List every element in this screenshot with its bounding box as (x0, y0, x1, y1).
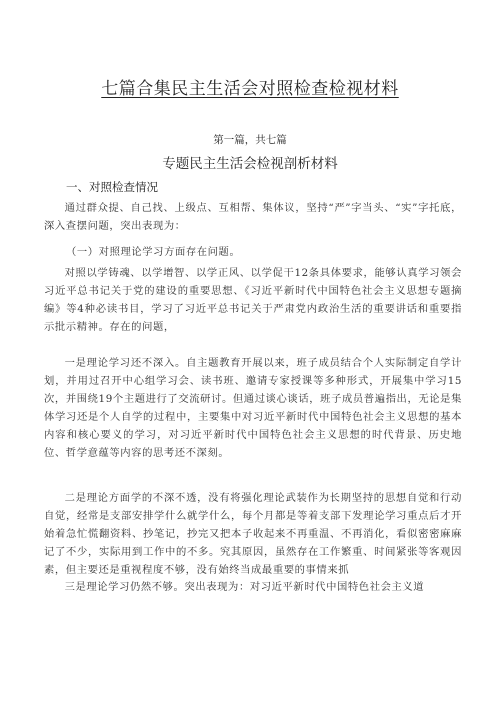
document-title: 七篇合集民主生活会对照检查检视材料 (101, 79, 399, 99)
paragraph-intro: 通过群众提、自己找、上级点、互相帮、集体议，坚持“严”字当头、“实”字托底，深入查摆问题，突出表现为： (44, 202, 462, 232)
paragraph-point-two: 二是理论方面学的不深不透，没有将强化理论武装作为长期坚持的思想自觉和行动自觉，经常是支部安排学什么就学什么，每个月都是等着支部下发理论学习重点后才开始着急忙慌翻资料、抄笔记，抄完又把本子收起来不再重温、不再消化，看似密密麻麻记了不少，实际用到工作中的不多。究其原因，虽然存在工作繁重、时间紧张等客观因素，但主要还是重视程度不够，没有始终当成最重要的事情来抓 (44, 492, 462, 576)
section-heading: 一、对照检查情况 (66, 180, 158, 194)
paragraph-subheading: （一）对照理论学习方面存在问题。 (66, 246, 241, 258)
part-title: 专题民主生活会检视剖析材料 (162, 156, 338, 172)
paragraph-point-three: 三是理论学习仍然不够。突出表现为：对习近平新时代中国特色社会主义道 (64, 581, 425, 593)
paragraph-point-one: 一是理论学习还不深入。自主题教育开展以来，班子成员结合个人实际制定自学计划，并用过召开中心组学习会、读书班、邀请专家授课等多种形式，开展集中学习15次，并围绕19个主题进行了交流研讨。但通过谈心谈话，班子成员普遍指出，无论是集体学习还是个人自学的过程中，主要集中对习近平新时代中国特色社会主义思想的基本内容和核心要义的学习，对习近平新时代中国特色社会主义思想的时代背景、历史地位、哲学意蕴等内容的思考还不深刻。 (44, 357, 462, 459)
paragraph-study-requirements: 对照以学铸魂、以学增智、以学正风、以学促干12条具体要求，能够认真学习领会习近平总书记关于党的建设的重要思想、《习近平新时代中国特色社会主义思想专题摘编》等4种必读书目，学习了习近平总书记关于严肃党内政治生活的重要讲话和重要指示批示精神。存在的问题， (44, 267, 462, 333)
part-number: 第一篇，共七篇 (213, 134, 287, 146)
